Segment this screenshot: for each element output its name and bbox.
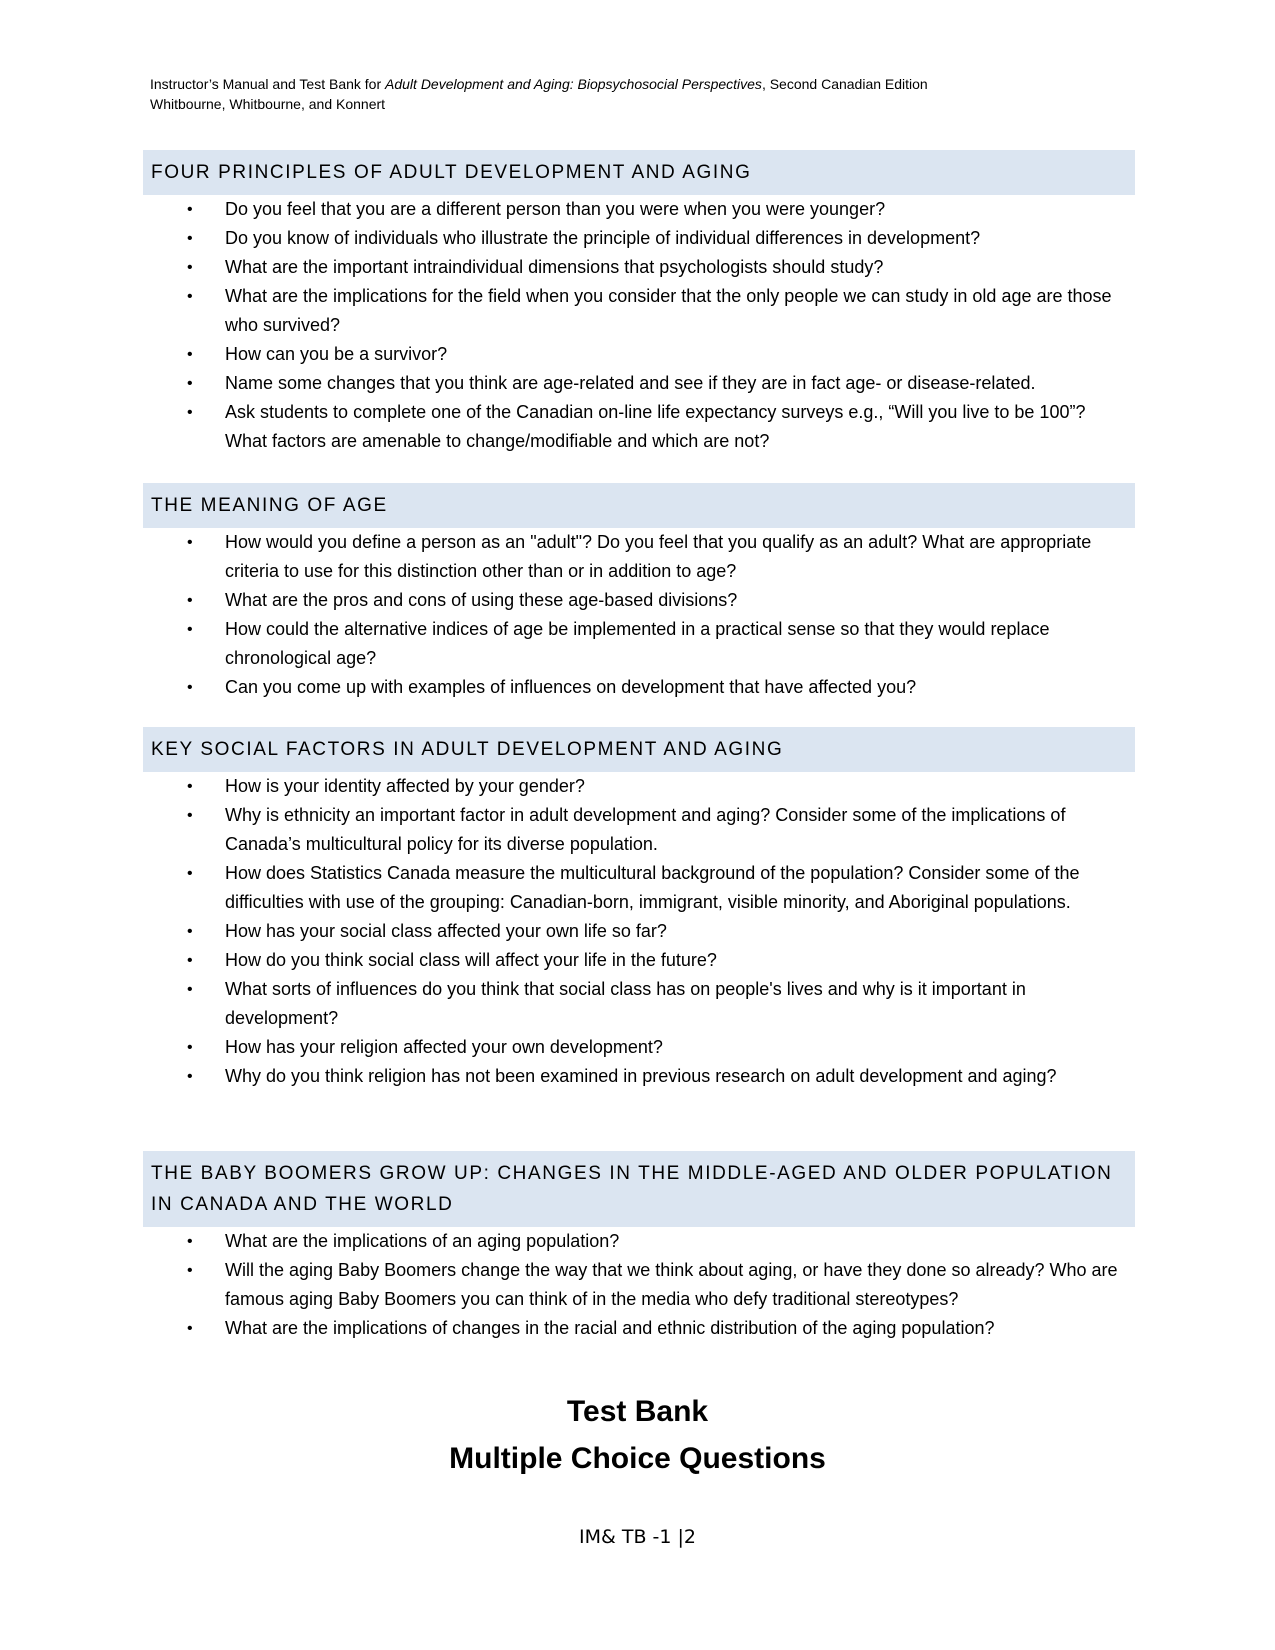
list-item: • How would you define a person as an "adult"? Do you feel that you qualify as an adult? What are appropriate criteria to use for this distinction other than or in addition to age? [143, 528, 1125, 586]
section-heading: KEY SOCIAL FACTORS IN ADULT DEVELOPMENT AND AGING [143, 727, 1135, 772]
bullet-icon: • [187, 404, 193, 421]
question-list [143, 1227, 1135, 1343]
bullet-icon: • [187, 1233, 193, 1250]
list-item: • Ask students to complete one of the Canadian on-line life expectancy surveys e.g., “Will you live to be 100”? What factors are amenable to change/modifiable and which are not? [143, 398, 1125, 456]
list-item: • Name some changes that you think are age-related and see if they are in fact age- or disease-related. [143, 369, 1125, 398]
list-item: • Can you come up with examples of influences on development that have affected you? [143, 673, 1125, 702]
list-item: • What are the implications for the field when you consider that the only people we can study in old age are those who survived? [143, 282, 1125, 340]
bullet-icon: • [187, 346, 193, 363]
bullet-icon: • [187, 534, 193, 551]
list-item: • Why is ethnicity an important factor in adult development and aging? Consider some of the implications of Canada’s multicultural policy for its diverse population. [143, 801, 1125, 859]
title-line-1: Test Bank [566, 1395, 709, 1428]
bullet-icon: • [187, 1262, 193, 1279]
bullet-icon: • [187, 288, 193, 305]
bullet-icon: • [187, 923, 193, 940]
bullet-icon: • [187, 865, 193, 882]
list-item: • How does Statistics Canada measure the multicultural background of the population? Consider some of the difficulties with use of the grouping: Canadian-born, immigrant, visible minority, and Aboriginal populations. [143, 859, 1125, 917]
bullet-icon: • [187, 375, 193, 392]
list-item: • How has your religion affected your own development? [143, 1033, 1125, 1062]
running-header [150, 74, 928, 114]
section-heading: FOUR PRINCIPLES OF ADULT DEVELOPMENT AND AGING [143, 150, 1135, 195]
section-meaning-of-age [143, 483, 1135, 702]
header-line-1: Instructor’s Manual and Test Bank for Adult Development and Aging: Biopsychosocial Perspectives, Second Canadian Edition [150, 76, 928, 92]
list-item: • How could the alternative indices of age be implemented in a practical sense so that they would replace chronological age? [143, 615, 1125, 673]
list-item: • How do you think social class will affect your life in the future? [143, 946, 1125, 975]
list-item: • How has your social class affected your own life so far? [143, 917, 1125, 946]
question-list [143, 528, 1135, 702]
section-key-social-factors [143, 727, 1135, 1091]
section-heading: THE MEANING OF AGE [143, 483, 1135, 528]
bullet-icon: • [187, 679, 193, 696]
list-item: • What are the important intraindividual dimensions that psychologists should study? [143, 253, 1125, 282]
list-item: • Will the aging Baby Boomers change the way that we think about aging, or have they done so already? Who are famous aging Baby Boomers you can think of in the media who defy traditional stereotypes? [143, 1256, 1125, 1314]
bullet-icon: • [187, 259, 193, 276]
bullet-icon: • [187, 592, 193, 609]
question-list [143, 195, 1135, 456]
bullet-icon: • [187, 981, 193, 998]
title-line-2: Multiple Choice Questions [449, 1442, 826, 1475]
bullet-icon: • [187, 230, 193, 247]
bullet-icon: • [187, 621, 193, 638]
list-item: • What sorts of influences do you think that social class has on people's lives and why is it important in development? [143, 975, 1125, 1033]
list-item: • What are the implications of an aging population? [143, 1227, 1125, 1256]
test-bank-title [0, 1388, 1275, 1482]
bullet-icon: • [187, 807, 193, 824]
list-item: • Do you feel that you are a different person than you were when you were younger? [143, 195, 1125, 224]
header-authors: Whitbourne, Whitbourne, and Konnert [150, 96, 386, 112]
bullet-icon: • [187, 1068, 193, 1085]
question-list [143, 772, 1135, 1091]
book-title: Adult Development and Aging: Biopsychosocial Perspectives [385, 76, 762, 92]
bullet-icon: • [187, 778, 193, 795]
section-four-principles [143, 150, 1135, 456]
bullet-icon: • [187, 201, 193, 218]
list-item: • What are the pros and cons of using these age-based divisions? [143, 586, 1125, 615]
bullet-icon: • [187, 952, 193, 969]
bullet-icon: • [187, 1320, 193, 1337]
list-item: • Why do you think religion has not been examined in previous research on adult development and aging? [143, 1062, 1125, 1091]
list-item: • How is your identity affected by your gender? [143, 772, 1125, 801]
list-item: • Do you know of individuals who illustrate the principle of individual differences in development? [143, 224, 1125, 253]
list-item: • How can you be a survivor? [143, 340, 1125, 369]
bullet-icon: • [187, 1039, 193, 1056]
section-baby-boomers [143, 1151, 1135, 1343]
page-footer: IM& TB -1 |2 [578, 1526, 696, 1548]
list-item: • What are the implications of changes in the racial and ethnic distribution of the aging population? [143, 1314, 1125, 1343]
section-heading: THE BABY BOOMERS GROW UP: CHANGES IN THE MIDDLE-AGED AND OLDER POPULATION IN CANADA AND THE WORLD [143, 1151, 1135, 1227]
